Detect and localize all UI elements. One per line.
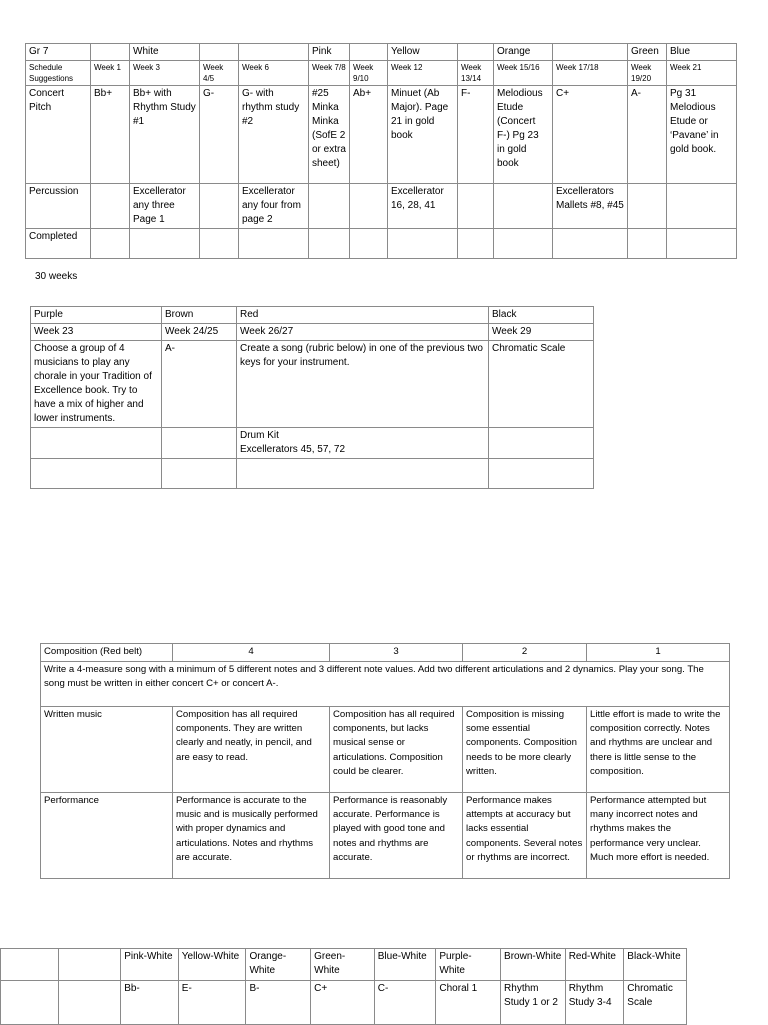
table-cell [494, 184, 553, 229]
subheader-cell: Week 24/25 [162, 324, 237, 341]
table-cell [489, 459, 594, 489]
table-cell: Composition is missing some essential components. Composition needs to be more clearly written. [463, 707, 587, 793]
table-row [41, 707, 730, 793]
table-cell [553, 229, 628, 259]
header-cell: Pink [309, 44, 350, 61]
table-cell [162, 428, 237, 459]
table-row [26, 86, 737, 184]
subheader-cell: Schedule Suggestions [26, 61, 91, 86]
score-header: 2 [463, 644, 587, 662]
table-cell: G- [200, 86, 239, 184]
table-cell [200, 184, 239, 229]
subheader-cell: Week 1 [91, 61, 130, 86]
table-cell [309, 184, 350, 229]
table-row [41, 793, 730, 879]
table-cell [628, 229, 667, 259]
header-cell: Green [628, 44, 667, 61]
instructions-row [41, 662, 730, 707]
header-cell: Blue-White [374, 949, 436, 981]
table-cell: Performance is accurate to the music and is musically performed with proper dynamics and articulations. Notes and rhythms are accurate. [173, 793, 330, 879]
table-cell [458, 229, 494, 259]
score-header: 3 [330, 644, 463, 662]
header-cell: Pink-White [121, 949, 179, 981]
table-cell [91, 229, 130, 259]
schedule-table-gr7 [25, 43, 737, 259]
table-row [26, 229, 737, 259]
header-cell: Green-White [311, 949, 375, 981]
header-cell [458, 44, 494, 61]
score-header: 4 [173, 644, 330, 662]
table-cell: Bb+ [91, 86, 130, 184]
header-cell: Red-White [565, 949, 624, 981]
table-cell: E- [178, 981, 246, 1025]
header-cell [553, 44, 628, 61]
header-cell: Black-White [624, 949, 687, 981]
table-subheader-row [26, 61, 737, 86]
schedule-table-advanced [30, 306, 594, 489]
table-cell: Little effort is made to write the composition correctly. Notes and rhythms are unclear and there is little sense to the composition. [587, 707, 730, 793]
table-cell: C+ [311, 981, 375, 1025]
table-row [31, 459, 594, 489]
table-cell: G- with rhythm study #2 [239, 86, 309, 184]
header-cell: Yellow [388, 44, 458, 61]
row-label: Written music [41, 707, 173, 793]
table-cell [388, 229, 458, 259]
table-header-row [1, 949, 687, 981]
table-row [26, 184, 737, 229]
header-cell: White [130, 44, 200, 61]
table-cell: Rhythm Study 3-4 [565, 981, 624, 1025]
subheader-cell: Week 29 [489, 324, 594, 341]
row-label: Concert Pitch [26, 86, 91, 184]
table-row [31, 428, 594, 459]
table-cell [489, 428, 594, 459]
table-cell: C+ [553, 86, 628, 184]
table-cell [628, 184, 667, 229]
table-cell [200, 229, 239, 259]
table-header-row [31, 307, 594, 324]
table-cell: #25 Minka Minka (SofE 2 or extra sheet) [309, 86, 350, 184]
subheader-cell: Week 13/14 [458, 61, 494, 86]
table-cell [162, 459, 237, 489]
table-cell: Rhythm Study 1 or 2 [501, 981, 566, 1025]
table-cell [350, 184, 388, 229]
table-cell: C- [374, 981, 436, 1025]
rubric-title: Composition (Red belt) [41, 644, 173, 662]
table-cell: Minuet (Ab Major). Page 21 in gold book [388, 86, 458, 184]
row-label: Performance [41, 793, 173, 879]
table-cell: Performance attempted but many incorrect notes and rhythms makes the performance very unclear. Much more effort is needed. [587, 793, 730, 879]
header-cell [1, 949, 59, 981]
header-cell [58, 949, 121, 981]
table-cell [58, 981, 121, 1025]
table-cell [130, 229, 200, 259]
header-cell: Gr 7 [26, 44, 91, 61]
table-cell [239, 229, 309, 259]
header-cell: Orange [494, 44, 553, 61]
table-cell: Choral 1 [436, 981, 501, 1025]
header-cell: Red [237, 307, 489, 324]
table-cell: Excellerator any three Page 1 [130, 184, 200, 229]
table-cell [667, 229, 737, 259]
header-cell: Yellow-White [178, 949, 246, 981]
table-cell [91, 184, 130, 229]
table-subheader-row [31, 324, 594, 341]
table-cell: Drum Kit Excellerators 45, 57, 72 [237, 428, 489, 459]
header-cell: Orange-White [246, 949, 311, 981]
table-cell: Chromatic Scale [489, 341, 594, 428]
subheader-cell: Week 17/18 [553, 61, 628, 86]
table-cell: Performance makes attempts at accuracy but lacks essential components. Several notes or rhythms are incorrect. [463, 793, 587, 879]
table-cell: Bb- [121, 981, 179, 1025]
subheader-cell: Week 23 [31, 324, 162, 341]
header-cell: Brown [162, 307, 237, 324]
table-cell: A- [162, 341, 237, 428]
table-cell [237, 459, 489, 489]
composition-rubric-table [40, 643, 730, 879]
header-cell: Black [489, 307, 594, 324]
table-cell [494, 229, 553, 259]
table-cell: Choose a group of 4 musicians to play any chorale in your Tradition of Excellence book. Try to have a mix of higher and lower instruments. [31, 341, 162, 428]
table-cell: F- [458, 86, 494, 184]
table-cell [31, 428, 162, 459]
subheader-cell: Week 7/8 [309, 61, 350, 86]
header-cell [200, 44, 239, 61]
subheader-cell: Week 4/5 [200, 61, 239, 86]
white-belt-table [0, 948, 687, 1025]
table-cell: Composition has all required components. They are written clearly and neatly, in pencil, and are easy to read. [173, 707, 330, 793]
table-cell: Excellerator any four from page 2 [239, 184, 309, 229]
subheader-cell: Week 6 [239, 61, 309, 86]
header-cell [350, 44, 388, 61]
subheader-cell: Week 12 [388, 61, 458, 86]
table-cell: Chromatic Scale [624, 981, 687, 1025]
table-cell [458, 184, 494, 229]
table-cell: Excellerators Mallets #8, #45 [553, 184, 628, 229]
row-label: Percussion [26, 184, 91, 229]
table-cell: Composition has all required components, but lacks musical sense or articulations. Composition could be clearer. [330, 707, 463, 793]
table-cell: B- [246, 981, 311, 1025]
subheader-cell: Week 15/16 [494, 61, 553, 86]
table-cell: A- [628, 86, 667, 184]
table-row [31, 341, 594, 428]
subheader-cell: Week 9/10 [350, 61, 388, 86]
table-cell [309, 229, 350, 259]
table-cell: Ab+ [350, 86, 388, 184]
table-cell: Melodious Etude (Concert F-) Pg 23 in gold book [494, 86, 553, 184]
table-cell [1, 981, 59, 1025]
table-cell [31, 459, 162, 489]
subheader-cell: Week 3 [130, 61, 200, 86]
table-cell: Excellerator 16, 28, 41 [388, 184, 458, 229]
rubric-instructions: Write a 4-measure song with a minimum of 5 different notes and 3 different note values. Add two different articulations and 2 dynamics. Play your song. The song must be written in either concert C+ or concert A-. [41, 662, 730, 707]
table-cell: Bb+ with Rhythm Study #1 [130, 86, 200, 184]
table-cell: Create a song (rubric below) in one of the previous two keys for your instrument. [237, 341, 489, 428]
header-cell: Blue [667, 44, 737, 61]
subheader-cell: Week 21 [667, 61, 737, 86]
header-cell [91, 44, 130, 61]
table-cell [667, 184, 737, 229]
header-cell: Purple-White [436, 949, 501, 981]
table-cell: Pg 31 Melodious Etude or ‘Pavane’ in gold book. [667, 86, 737, 184]
table-cell: Performance is reasonably accurate. Performance is played with good tone and notes and rhythms are accurate. [330, 793, 463, 879]
row-label: Completed [26, 229, 91, 259]
score-header: 1 [587, 644, 730, 662]
table-cell [350, 229, 388, 259]
subheader-cell: Week 26/27 [237, 324, 489, 341]
table-row [1, 981, 687, 1025]
header-cell: Purple [31, 307, 162, 324]
header-cell: Brown-White [501, 949, 566, 981]
table-header-row [41, 644, 730, 662]
total-weeks-note: 30 weeks [35, 271, 78, 282]
table-header-row [26, 44, 737, 61]
header-cell [239, 44, 309, 61]
subheader-cell: Week 19/20 [628, 61, 667, 86]
